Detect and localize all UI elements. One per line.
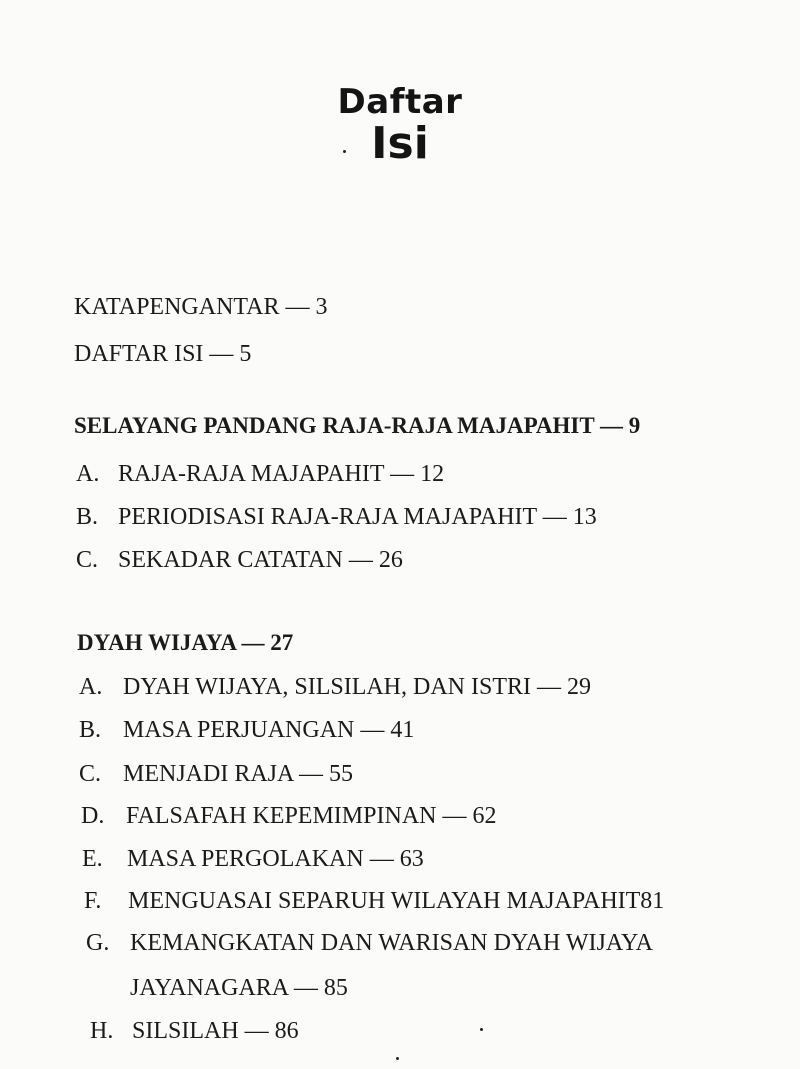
item-text: SILSILAH — 86 (132, 1018, 299, 1044)
item-letter: E. (82, 846, 103, 872)
toc-item-kemangkatan (86, 928, 653, 958)
item-letter: C. (76, 547, 99, 573)
item-text: RAJA-RAJA MAJAPAHIT — 12 (118, 461, 445, 487)
page-title-line1: Daftar (337, 82, 463, 122)
item-text: KEMANGKATAN DAN WARISAN DYAH WIJAYA (130, 930, 653, 956)
item-letter: A. (76, 461, 100, 487)
item-letter: D. (81, 803, 105, 829)
toc-item-menjadi-raja (79, 759, 354, 789)
toc-section-heading-selayang: SELAYANG PANDANG RAJA-RAJA MAJAPAHIT — 9 (74, 413, 641, 438)
toc-item-menguasai (84, 886, 665, 916)
toc-item-raja-raja (76, 459, 445, 489)
item-letter: C. (79, 761, 102, 787)
toc-item-silsilah (90, 1016, 299, 1046)
item-letter: A. (79, 674, 103, 700)
toc-item-masa-perjuangan (79, 715, 415, 745)
toc-item-kemangkatan-continuation: JAYANAGARA — 85 (130, 975, 348, 1001)
item-letter: B. (76, 504, 99, 530)
toc-item-silsilah-istri (79, 672, 592, 702)
item-text: MASA PERGOLAKAN — 63 (127, 846, 424, 872)
item-text: MENGUASAI SEPARUH WILAYAH MAJAPAHIT81 (128, 888, 665, 914)
toc-entry-daftar-isi: DAFTAR ISI — 5 (74, 341, 252, 367)
item-letter: G. (86, 930, 110, 956)
speck-mark (480, 1028, 483, 1031)
item-text: MENJADI RAJA — 55 (123, 761, 354, 787)
speck-mark (343, 150, 346, 153)
speck-mark (396, 1057, 399, 1060)
item-text: MASA PERJUANGAN — 41 (123, 717, 415, 743)
toc-entry-kata-pengantar: KATAPENGANTAR — 3 (74, 294, 328, 320)
item-letter: B. (79, 717, 102, 743)
item-text: PERIODISASI RAJA-RAJA MAJAPAHIT — 13 (118, 504, 597, 530)
item-letter: F. (84, 888, 102, 914)
item-letter: H. (90, 1018, 114, 1044)
toc-item-pergolakan (82, 844, 424, 874)
item-text: FALSAFAH KEPEMIMPINAN — 62 (126, 803, 497, 829)
toc-item-sekadar-catatan (76, 545, 403, 575)
item-text: DYAH WIJAYA, SILSILAH, DAN ISTRI — 29 (123, 674, 592, 700)
toc-item-falsafah (81, 801, 497, 831)
page-title-line2: Isi (371, 118, 429, 169)
toc-item-periodisasi (76, 502, 597, 532)
item-text: SEKADAR CATATAN — 26 (118, 547, 403, 573)
toc-section-heading-dyah-wijaya: DYAH WIJAYA — 27 (77, 630, 294, 655)
